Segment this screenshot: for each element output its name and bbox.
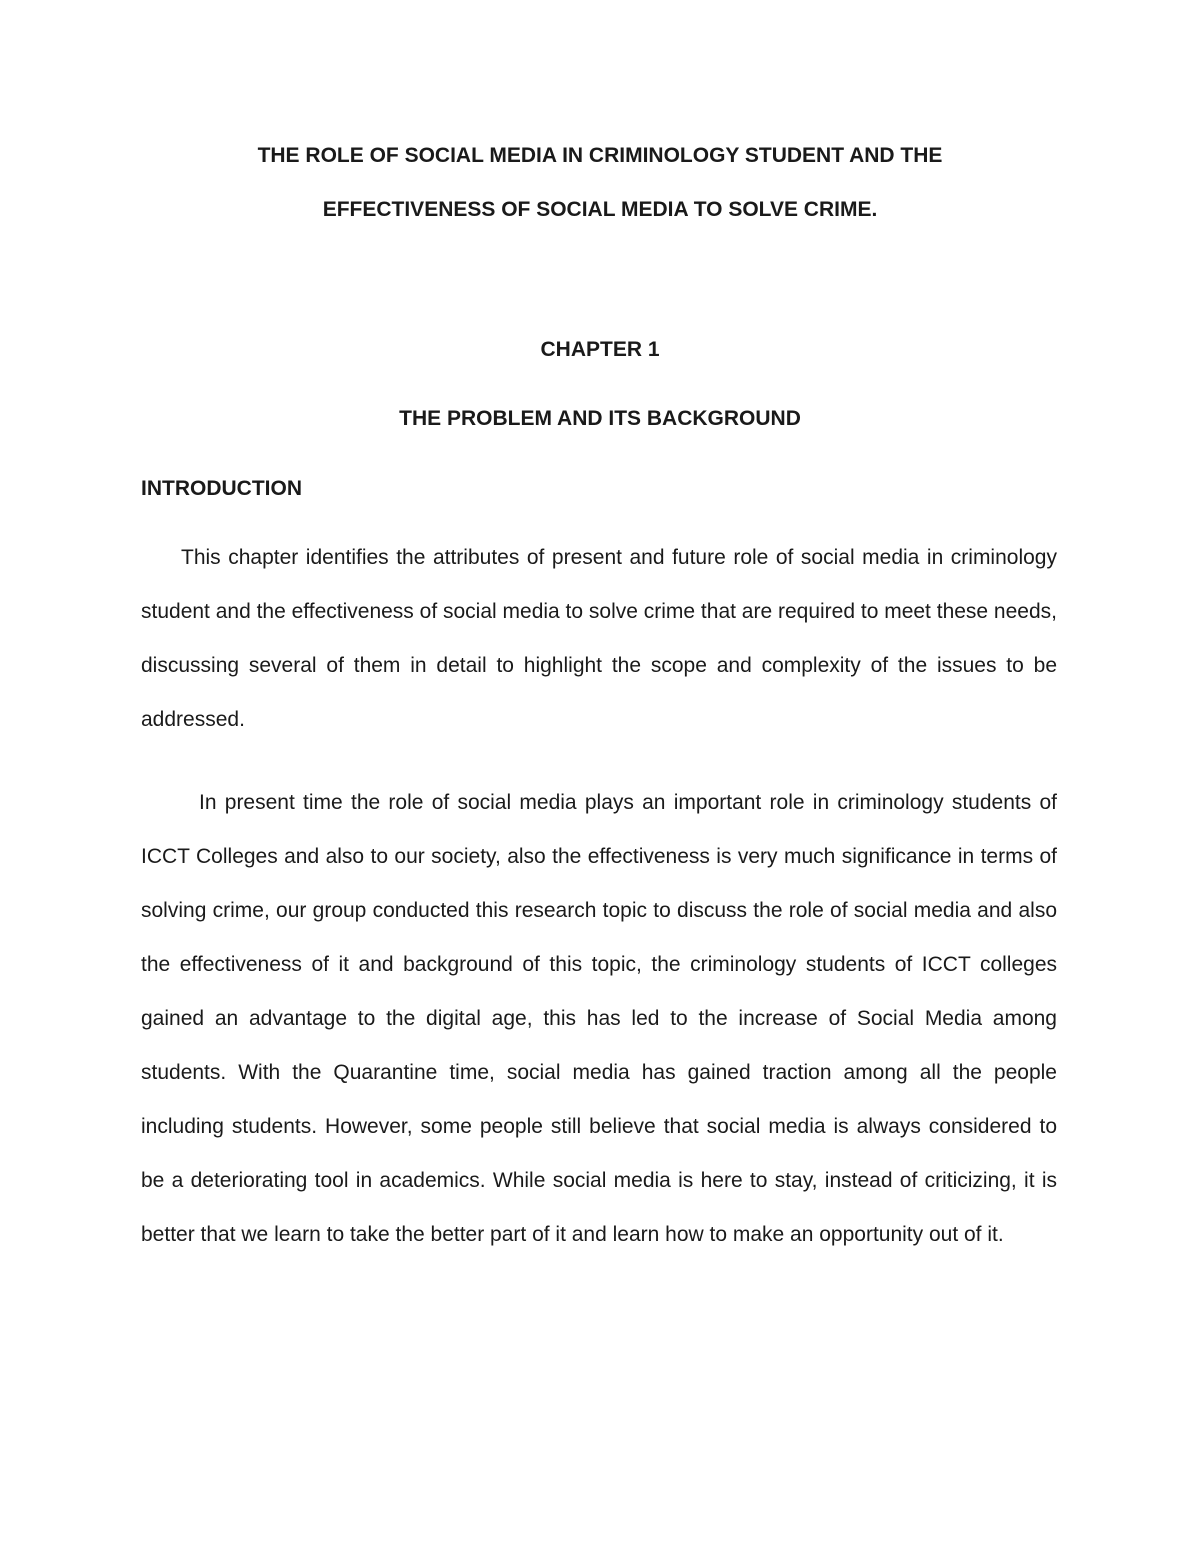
- paragraph-1: This chapter identifies the attributes of present and future role of social media in criminology student and the effectiveness of social media to solve crime that are required to meet these needs, discussing several of them in detail to highlight the scope and complexity of the issues to be addressed.: [141, 546, 1057, 731]
- section-heading-introduction: INTRODUCTION: [141, 477, 302, 500]
- paragraph-2: In present time the role of social media plays an important role in criminology students of ICCT Colleges and also to our society, also the effectiveness is very much significance in terms of solving crime, our group conducted this research topic to discuss the role of social media and also the effectiveness of it and background of this topic, the criminology students of ICCT colleges gained an advantage to the digital age, this has led to the increase of Social Media among students. With the Quarantine time, social media has gained traction among all the people including students. However, some people still believe that social media is always considered to be a deteriorating tool in academics. While social media is here to stay, instead of criticizing, it is better that we learn to take the better part of it and learn how to make an opportunity out of it.: [141, 791, 1057, 1246]
- chapter-title: THE PROBLEM AND ITS BACKGROUND: [399, 407, 801, 430]
- document-title-line-1: THE ROLE OF SOCIAL MEDIA IN CRIMINOLOGY STUDENT AND THE: [257, 144, 943, 167]
- document-title-line-2: EFFECTIVENESS OF SOCIAL MEDIA TO SOLVE CRIME.: [322, 198, 878, 221]
- chapter-number: CHAPTER 1: [540, 338, 660, 361]
